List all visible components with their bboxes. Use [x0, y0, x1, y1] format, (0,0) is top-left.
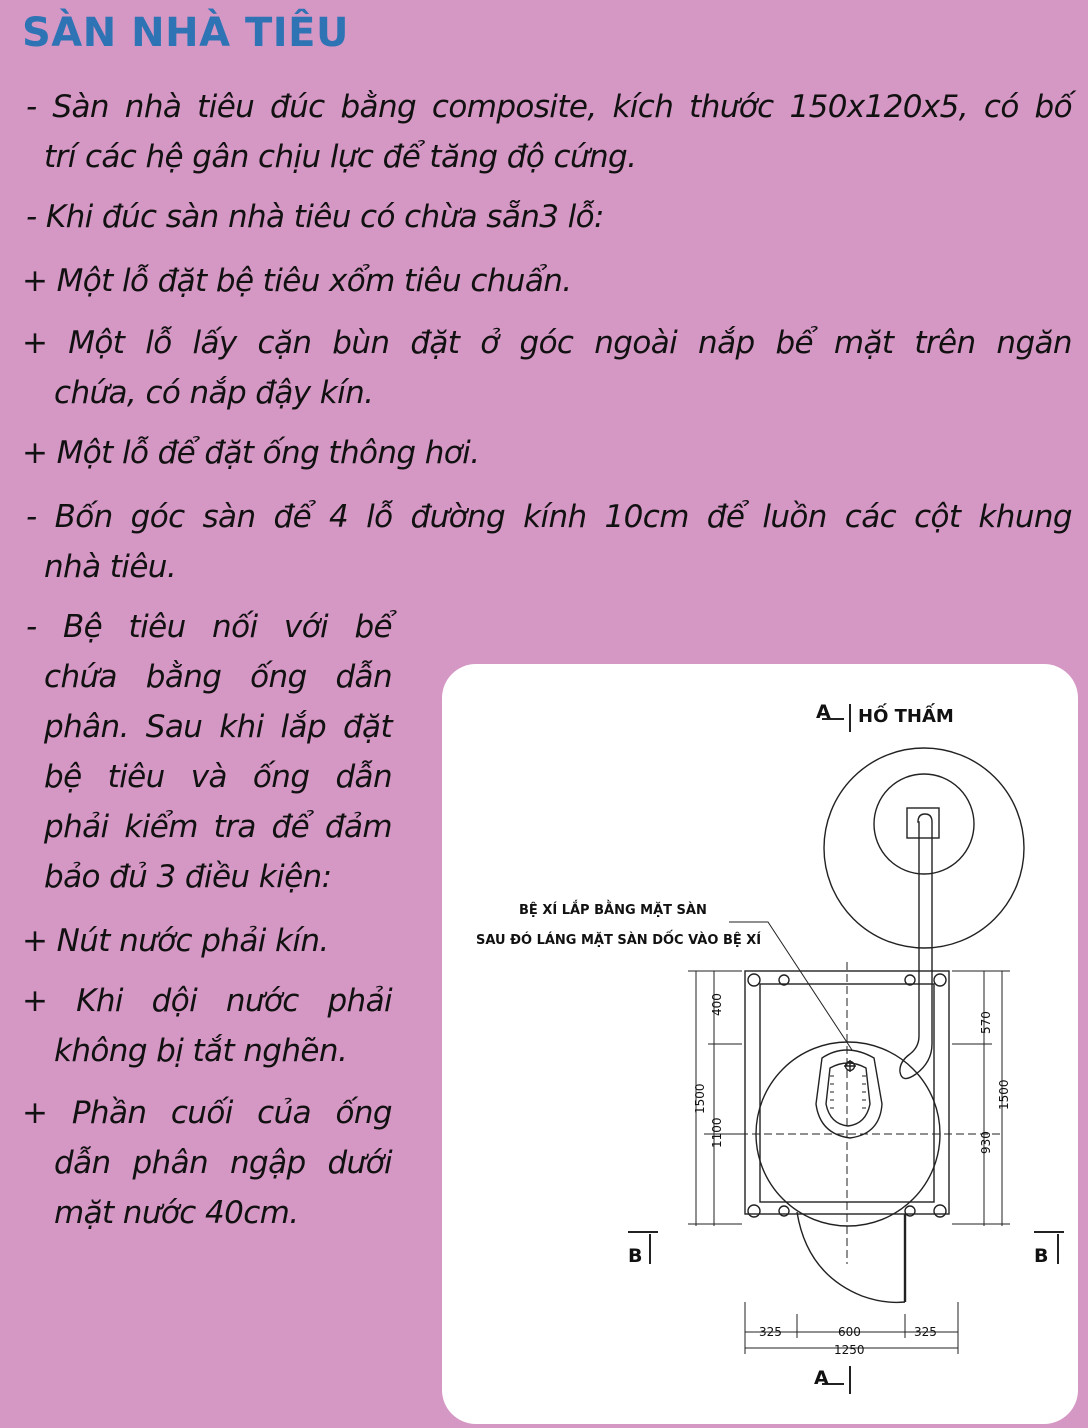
soak-pit-outer-circle: [824, 748, 1024, 948]
text-line: mặt nước 40cm.: [54, 1195, 299, 1231]
callout-line1: BỆ XÍ LẮP BẰNG MẶT SÀN: [519, 903, 707, 918]
text-line: + Phần cuối của ống: [22, 1095, 392, 1131]
section-b-right-label: B: [1034, 1245, 1049, 1267]
text-line: phải kiểm tra để đảm: [44, 809, 392, 845]
text-line: bảo đủ 3 điều kiện:: [44, 859, 332, 895]
section-markers: [628, 704, 1064, 1394]
text-line: phân. Sau khi lắp đặt: [44, 709, 392, 745]
soak-pit-inner-circle: [874, 774, 974, 874]
dim-left-outer: 1500: [693, 1083, 707, 1114]
dim-bottom-mid: 600: [838, 1325, 861, 1339]
text-line: không bị tắt nghẽn.: [54, 1033, 348, 1069]
dim-right-bottom: 930: [979, 1131, 993, 1154]
paragraph-corner-holes: [26, 492, 1072, 592]
text-line: - Bốn góc sàn để 4 lỗ đường kính 10cm để luồn các cột khung: [26, 499, 1072, 535]
paragraph-hole-vent: + Một lỗ để đặt ống thông hơi.: [22, 435, 480, 471]
text-line: chứa, có nắp đậy kín.: [54, 375, 374, 411]
dim-bottom-left: 325: [759, 1325, 782, 1339]
pit-label: HỐ THẤM: [858, 706, 954, 727]
dim-right-top: 570: [979, 1011, 993, 1034]
text-line: dẫn phân ngập dưới: [54, 1145, 392, 1181]
section-a-top-label: A: [816, 701, 831, 723]
paragraph-condition-flush: [22, 976, 392, 1076]
paragraph-condition-seal: + Nút nước phải kín.: [22, 923, 329, 959]
callout-line2: SAU ĐÓ LÁNG MẶT SÀN DỐC VÀO BỆ XÍ: [476, 933, 762, 948]
section-a-bottom-label: A: [814, 1367, 829, 1389]
paragraph-hole-toilet: + Một lỗ đặt bệ tiêu xổm tiêu chuẩn.: [22, 263, 572, 299]
section-b-left-label: B: [628, 1245, 643, 1267]
floor-plan-svg: [442, 664, 1078, 1424]
text-line: nhà tiêu.: [44, 549, 177, 585]
text-line: bệ tiêu và ống dẫn: [44, 759, 392, 795]
pit-inlet-box: [907, 808, 939, 838]
paragraph-floor-material: [26, 82, 1072, 182]
text-line: - Bệ tiêu nối với bể: [26, 609, 392, 645]
dim-left-inner: 1100: [710, 1117, 724, 1148]
text-line: chứa bằng ống dẫn: [44, 659, 392, 695]
paragraph-pipe-connection: [26, 602, 392, 902]
centerlines: [704, 962, 1002, 1264]
dim-bottom-right: 325: [914, 1325, 937, 1339]
footrest-ridges: [830, 1076, 866, 1108]
text-line: trí các hệ gân chịu lực để tăng độ cứng.: [44, 139, 637, 175]
text-line: + Một lỗ lấy cặn bùn đặt ở góc ngoài nắp bể mặt trên ngăn: [22, 325, 1072, 361]
text-line: + Khi dội nước phải: [22, 983, 392, 1019]
dim-left-top: 400: [710, 993, 724, 1016]
paragraph-condition-submerge: [22, 1088, 392, 1238]
paragraph-holes-intro: - Khi đúc sàn nhà tiêu có chừa sẵn3 lỗ:: [26, 199, 604, 235]
dim-right-outer: 1500: [997, 1079, 1011, 1110]
dim-bottom-total: 1250: [834, 1343, 865, 1357]
page-title: SÀN NHÀ TIÊU: [22, 10, 349, 56]
floor-plan-diagram: [442, 664, 1078, 1424]
text-line: - Sàn nhà tiêu đúc bằng composite, kích thước 150x120x5, có bố: [26, 89, 1072, 125]
paragraph-hole-sludge: [22, 318, 1072, 418]
